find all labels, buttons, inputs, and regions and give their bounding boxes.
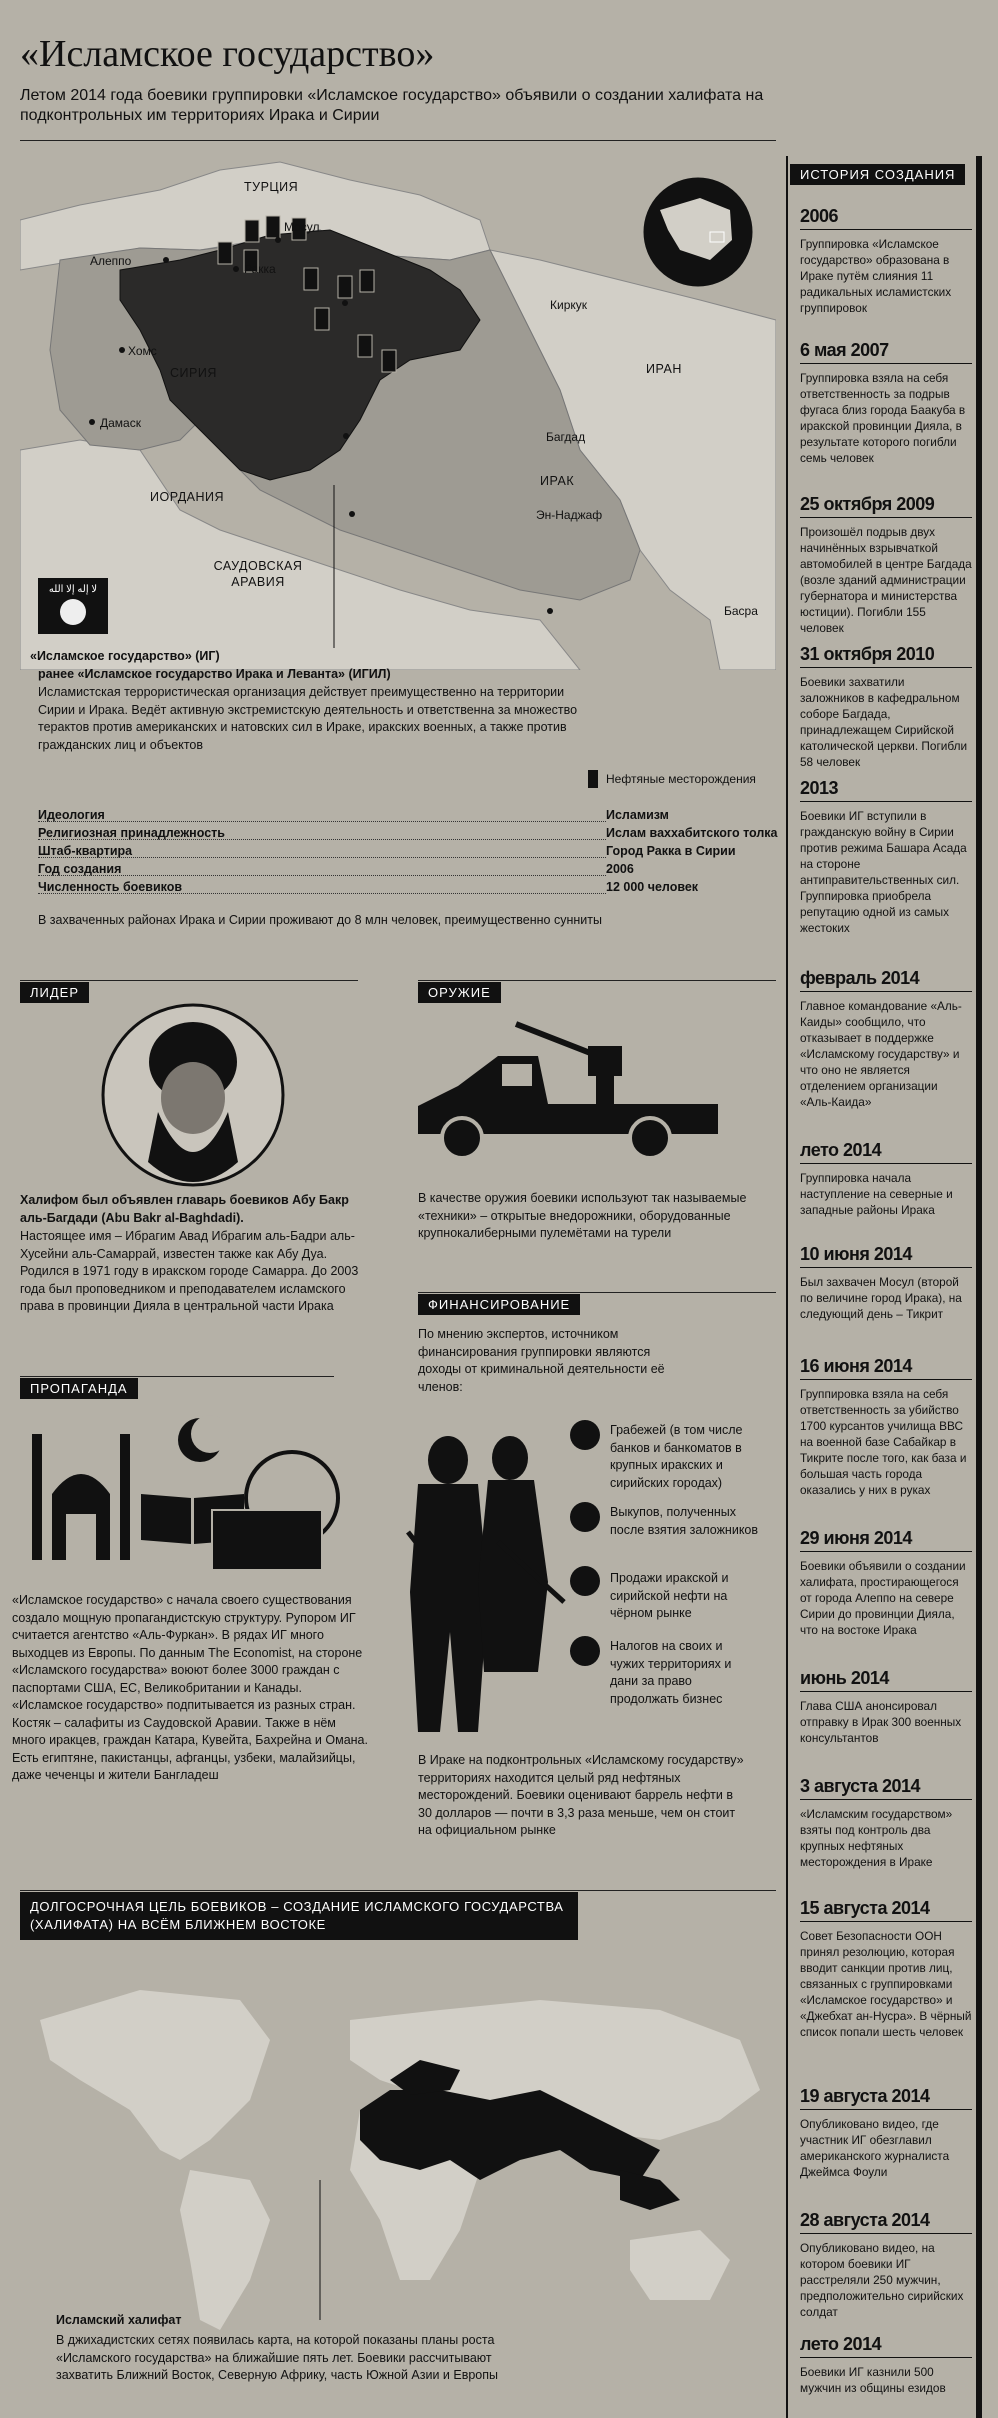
leader-heading: ЛИДЕР <box>20 982 89 1003</box>
city-label: Ракка <box>244 262 276 276</box>
info-row: Численность боевиков 12 000 человек <box>38 880 699 894</box>
timeline-event: 25 октября 2009 Произошёл подрыв двух начинённых взрывчаткой автомобилей в центре Багдада (возле зданий администрации губернатора и министерства юстиции). Погибли 155 человек <box>800 494 972 635</box>
oil-field-icon <box>588 770 598 788</box>
city-label: Багдад <box>546 430 586 444</box>
leader-lead: Халифом был объявлен главарь боевиков Абу Бакр аль-Багдади (Abu Bakr al-Baghdadi). <box>20 1193 349 1225</box>
propaganda-heading: ПРОПАГАНДА <box>20 1378 138 1399</box>
city-label: Алеппо <box>90 254 132 268</box>
goal-divider <box>20 1890 776 1891</box>
timeline-event: 2013 Боевики ИГ вступили в гражданскую войну в Сирии против режима Башара Асада на стороне антиправительственных сил. Группировка приобрела репутацию одной из самых жестоких <box>800 778 972 936</box>
timeline-spine <box>786 156 788 2418</box>
weapons-text: В качестве оружия боевики используют так называемые «техники» – открытые внедорожники, оборудованные крупнокалиберными пулемётами на турели <box>418 1191 747 1240</box>
population-note: В захваченных районах Ирака и Сирии проживают до 8 млн человек, преимущественно сунниты <box>38 913 602 927</box>
timeline <box>786 156 982 2418</box>
org-description: Исламистская террористическая организация действует преимущественно на территории Сирии и Ирака. Ведёт активную экстремистскую деятельность и ответственна за множество терактов против американских и натовских сил в Ираке, иракских военных, а также против гражданских лиц и объектов <box>38 685 578 752</box>
flag-seal <box>60 599 86 625</box>
propaganda-divider <box>20 1376 334 1377</box>
timeline-right-bar <box>976 156 982 2418</box>
timeline-event: лето 2014 Группировка начала наступление на северные и западные районы Ирака <box>800 1140 972 1218</box>
info-row: Штаб-квартира Город Ракка в Сирии <box>38 844 736 858</box>
timeline-event: 15 августа 2014 Совет Безопасности ООН принял резолюцию, которая вводит санкции против лиц, связанных с группировками «Исламское государство» и «Джебхат ан-Нусра». В чёрный список попали шесть человек <box>800 1898 972 2039</box>
info-row: Год создания 2006 <box>38 862 634 876</box>
caliphate-text: В джихадистских сетях появилась карта, на которой показаны планы роста «Исламского государства» на ближайшие пять лет. Боевики рассчитывают захватить Ближний Восток, Северную Африку, часть Южной Азии и Европы <box>56 2333 499 2382</box>
timeline-event: 3 августа 2014 «Исламским государством» взяты под контроль два крупных нефтяных месторождения в Ираке <box>800 1776 972 1870</box>
oil-text: В Ираке на подконтрольных «Исламскому государству» территориях находится целый ряд нефтяных месторождений. Боевики оценивают баррель нефти в 30 долларов — почти в 3,3 раза меньше, чем он стоит на официальном рынке <box>418 1753 744 1837</box>
leader-divider <box>20 980 358 981</box>
timeline-event: лето 2014 Боевики ИГ казнили 500 мужчин из общины езидов <box>800 2334 972 2396</box>
money-bag-icon <box>570 1636 600 1666</box>
city-label: Хомс <box>128 344 157 358</box>
is-flag <box>38 578 108 634</box>
oil-legend-label: Нефтяные месторождения <box>606 772 756 786</box>
country-label: ТУРЦИЯ <box>244 180 299 194</box>
city-label: Мосул <box>284 220 320 234</box>
country-label: ИРАН <box>646 362 682 376</box>
militants-silhouette <box>388 1432 572 1740</box>
flag-text: لا إله إلا الله <box>48 584 98 595</box>
finance-intro: По мнению экспертов, источником финансирования группировки являются доходы от криминальной деятельности её членов: <box>418 1327 665 1394</box>
finance-item: Выкупов, полученных после взятия заложников <box>610 1505 759 1537</box>
world-map <box>20 1960 776 2350</box>
finance-item: Продажи иракской и сирийской нефти на чёрном рынке <box>610 1571 729 1620</box>
technical-vehicle-icon <box>418 1016 722 1162</box>
finance-divider <box>418 1292 776 1293</box>
org-former-name: ранее «Исламское государство Ирака и Леванта» (ИГИЛ) <box>38 667 391 681</box>
info-row: Идеология Исламизм <box>38 808 669 822</box>
timeline-heading: ИСТОРИЯ СОЗДАНИЯ <box>790 164 965 185</box>
timeline-event: 31 октября 2010 Боевики захватили заложников в кафедральном соборе Багдада, принадлежащем Сирийской католической церкви. Погибли 58 человек <box>800 644 972 770</box>
leader-text: Настоящее имя – Ибрагим Авад Ибрагим аль-Бадри аль-Хусейни аль-Самаррай, известен также как Абу Дуа. Родился в 1971 году в иракском городе Самарра. До 2003 года был проповедником и преподавателем исламского права в провинции Дияла в центральной части Ирака <box>20 1229 359 1313</box>
propaganda-icons <box>26 1414 342 1580</box>
finance-heading: ФИНАНСИРОВАНИЕ <box>418 1294 580 1315</box>
weapons-heading: ОРУЖИЕ <box>418 982 501 1003</box>
country-label: СИРИЯ <box>170 366 217 380</box>
finance-item: Налогов на своих и чужих территориях и дани за право продолжать бизнес <box>610 1639 732 1706</box>
timeline-event: июнь 2014 Глава США анонсировал отправку в Ирак 300 военных консультантов <box>800 1668 972 1746</box>
city-label: Басра <box>724 604 758 618</box>
leader-portrait <box>88 1002 298 1188</box>
header-divider <box>20 140 776 141</box>
goal-heading: ДОЛГОСРОЧНАЯ ЦЕЛЬ БОЕВИКОВ – СОЗДАНИЕ ИСЛАМСКОГО ГОСУДАРСТВА (ХАЛИФАТА) НА ВСЁМ БЛИЖНЕМ ВОСТОКЕ <box>20 1892 578 1940</box>
country-label: ИРАК <box>540 474 575 488</box>
timeline-event: 28 августа 2014 Опубликовано видео, на котором боевики ИГ расстреляли 250 мужчин, предположительно сирийских солдат <box>800 2210 972 2320</box>
timeline-event: 19 августа 2014 Опубликовано видео, где участник ИГ обезглавил американского журналиста Джеймса Фоули <box>800 2086 972 2180</box>
ransom-icon <box>570 1502 600 1532</box>
timeline-event: 6 мая 2007 Группировка взяла на себя ответственность за подрыв фугаса близ города Баакуба в иракской провинции Дияла, в результате которого погибли семь человек <box>800 340 972 466</box>
city-label: Эн-Наджаф <box>536 508 603 522</box>
caliphate-title: Исламский халифат <box>56 2313 182 2327</box>
timeline-event: 2006 Группировка «Исламское государство» образована в Ираке путём слияния 11 радикальных исламистских группировок <box>800 206 972 316</box>
robbery-icon <box>570 1420 600 1450</box>
country-label: САУДОВСКАЯ АРАВИЯ <box>213 559 303 589</box>
timeline-event: 10 июня 2014 Был захвачен Мосул (второй по величине город Ирака), на следующий день – Тикрит <box>800 1244 972 1322</box>
org-name: «Исламское государство» (ИГ) <box>30 649 220 663</box>
region-map <box>20 150 776 670</box>
city-label: Киркук <box>550 298 588 312</box>
page-title: «Исламское государство» <box>20 33 435 75</box>
timeline-event: 16 июня 2014 Группировка взяла на себя ответственность за убийство 1700 курсантов училища ВВС на военной базе Сабайкар в Тикрите после того, как база и большая часть города оказались у них в руках <box>800 1356 972 1498</box>
finance-item: Грабежей (в том числе банков и банкоматов в крупных иракских и сирийских городах) <box>610 1423 743 1490</box>
propaganda-text: «Исламское государство» с начала своего существования создало мощную пропагандистскую структуру. Рупором ИГ считается агентство «Аль-Фуркан». В рядах ИГ много выходцев из Европы. По данным The Economist, на стороне «Исламского государства» воюют более 3000 граждан с паспортами США, ЕС, Великобритании и Канады. «Исламское государство» подпитывается из разных стран. Костяк – салафиты из Саудовской Аравии. Также в нём много иракцев, граждан Катара, Кувейта, Бахрейна и Омана. Есть египтяне, пакистанцы, афганцы, узбеки, малайзийцы, даже чеченцы и жители Бангладеш <box>12 1593 368 1782</box>
oil-barrel-icon <box>570 1566 600 1596</box>
timeline-event: 29 июня 2014 Боевики объявили о создании халифата, простирающегося от города Алеппо на севере Сирии до провинции Дияла, что на востоке Ирака <box>800 1528 972 1638</box>
weapons-divider <box>418 980 776 981</box>
city-label: Дамаск <box>100 416 141 430</box>
timeline-event: февраль 2014 Главное командование «Аль-Каиды» сообщило, что отказывает в поддержке «Исламскому государству» и что оно не является отделением организации «Аль-Каида» <box>800 968 972 1110</box>
country-label: ИОРДАНИЯ <box>150 490 225 504</box>
page-subtitle: Летом 2014 года боевики группировки «Исламское государство» объявили о создании халифата на подконтрольных им территориях Ирака и Сирии <box>20 87 764 124</box>
info-row: Религиозная принадлежность Ислам ваххабитского толка <box>38 826 778 840</box>
